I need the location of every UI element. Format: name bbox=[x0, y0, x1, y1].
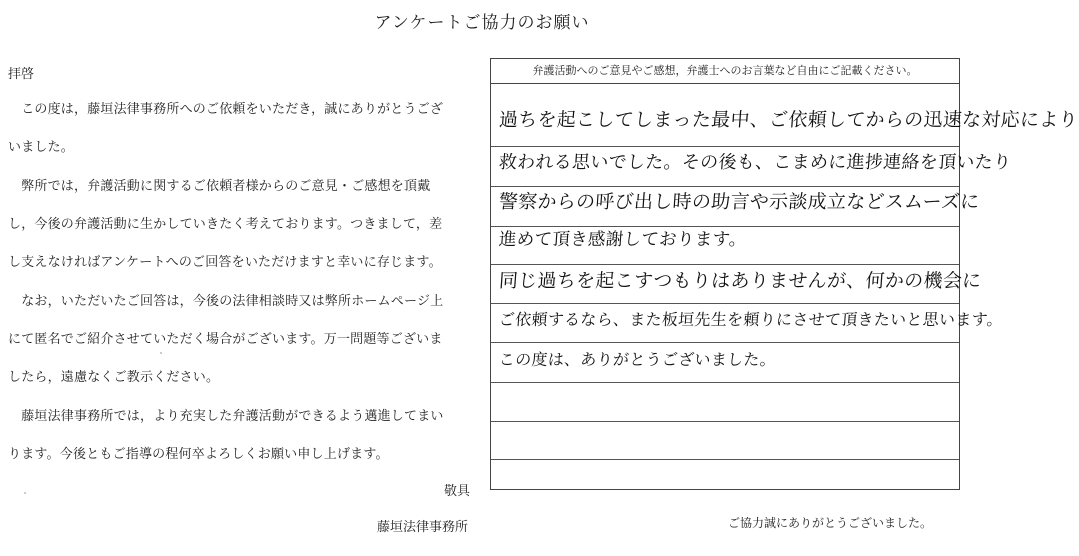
page-title: アンケートご協力のお願い bbox=[374, 13, 590, 33]
ruled-line bbox=[491, 146, 959, 147]
ruled-line bbox=[491, 264, 959, 265]
handwritten-line: 過ちを起こしてしまった最中、ご依頼してからの迅速な対応により bbox=[498, 109, 1079, 131]
letter-line: したら，遠慮なくご教示ください。 bbox=[8, 370, 220, 385]
survey-instructions: 弁護活動へのご意見やご感想，弁護士へのお言葉など自由にご記載ください。 bbox=[491, 59, 959, 84]
ruled-line bbox=[491, 459, 959, 460]
signature: 藤垣法律事務所 bbox=[377, 520, 469, 535]
handwritten-line: ご依頼するなら、また板垣先生を頼りにさせて頂きたいと思います。 bbox=[498, 310, 1004, 329]
letter-line: なお，いただいたご回答は，今後の法律相談時又は弊所ホームページ上 bbox=[8, 294, 444, 309]
letter-line: いました。 bbox=[8, 140, 75, 155]
handwritten-line: この度は、ありがとうございました。 bbox=[498, 350, 777, 369]
letter-line: し，今後の弁護活動に生かしていきたく考えております。つきまして，差 bbox=[8, 217, 443, 232]
letter-line: 弊所では，弁護活動に関するご依頼者様からのご意見・ご感想を頂戴 bbox=[8, 179, 431, 194]
salutation: 拝啓 bbox=[8, 67, 35, 82]
letter-line: ります。今後ともご指導の程何卒よろしくお願い申し上げます。 bbox=[8, 447, 389, 462]
letter-line: この度は，藤垣法律事務所へのご依頼をいただき，誠にありがとうござ bbox=[8, 102, 444, 117]
scan-speck bbox=[24, 492, 26, 494]
ruled-line bbox=[491, 382, 959, 383]
thank-you-note: ご協力誠にありがとうございました。 bbox=[728, 516, 933, 530]
ruled-line bbox=[491, 421, 959, 422]
handwritten-line: 警察からの呼び出し時の助言や示談成立などスムーズに bbox=[498, 191, 981, 213]
handwritten-line: 救われる思いでした。その後も、こまめに進捗連絡を頂いたり bbox=[498, 152, 1013, 173]
letter-line: し支えなければアンケートへのご回答をいただけますと幸いに存じます。 bbox=[8, 255, 442, 270]
handwritten-line: 進めて頂き感謝しております。 bbox=[498, 230, 748, 250]
ruled-line bbox=[491, 342, 959, 343]
ruled-line bbox=[491, 303, 959, 304]
scan-speck bbox=[160, 352, 162, 354]
closing-remark: 敬具 bbox=[444, 484, 471, 499]
letter-line: 藤垣法律事務所では，より充実した弁護活動ができるよう邁進してまい bbox=[8, 409, 444, 424]
survey-response-box bbox=[490, 58, 1079, 490]
handwritten-line: 同じ過ちを起こすつもりはありませんが、何かの機会に bbox=[498, 270, 983, 292]
letter-line: にて匿名でご紹介させていただく場合がございます。万一問題等ございま bbox=[8, 332, 443, 347]
